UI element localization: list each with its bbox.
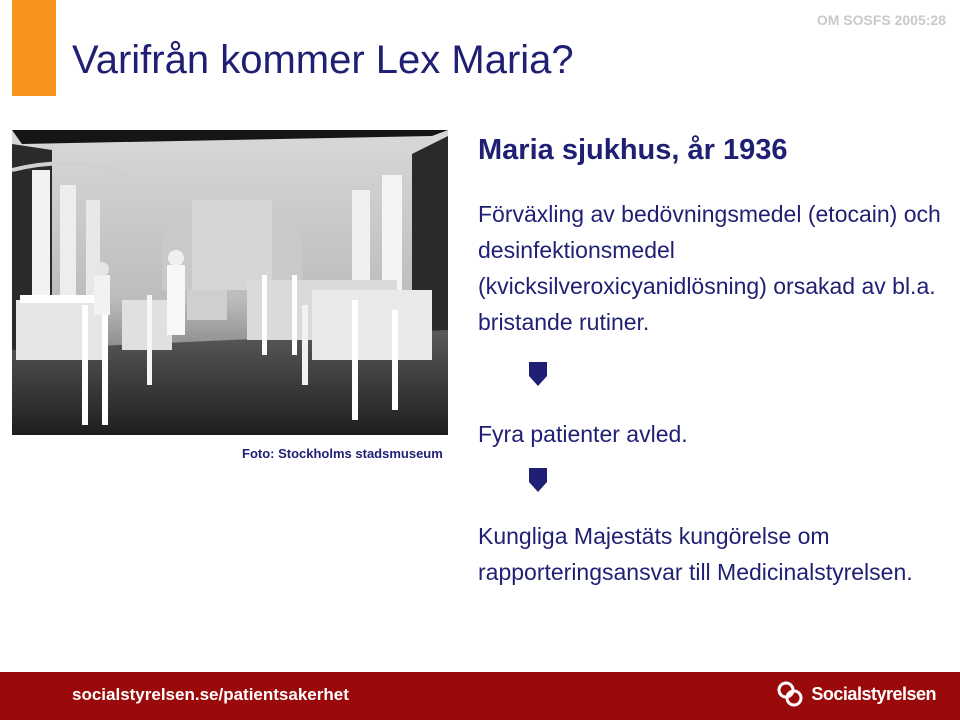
paragraph-deaths: Fyra patienter avled.	[478, 421, 688, 447]
content-subtitle: Maria sjukhus, år 1936	[478, 134, 788, 166]
logo-text: Socialstyrelsen	[811, 683, 936, 704]
down-arrow-icon	[523, 466, 553, 496]
accent-bar	[12, 0, 56, 96]
socialstyrelsen-emblem-icon	[775, 679, 805, 709]
hospital-ward-photo	[12, 130, 448, 435]
socialstyrelsen-logo	[775, 679, 936, 709]
paragraph-decree: Kungliga Majestäts kungörelse om rapporteringsansvar till Medicinalstyrelsen.	[478, 523, 913, 585]
footer-url[interactable]: socialstyrelsen.se/patientsakerhet	[72, 685, 349, 704]
header-tag: OM SOSFS 2005:28	[816, 12, 946, 28]
down-arrow-icon	[523, 360, 553, 390]
footer-bar	[0, 672, 960, 720]
paragraph-cause: Förväxling av bedövningsmedel (etocain) och desinfektionsmedel (kvicksilveroxicyanidlösning) orsakad av bl.a. bristande rutiner.	[478, 201, 941, 335]
photo-caption: Foto: Stockholms stadsmuseum	[242, 446, 443, 461]
slide-title: Varifrån kommer Lex Maria?	[72, 38, 574, 82]
